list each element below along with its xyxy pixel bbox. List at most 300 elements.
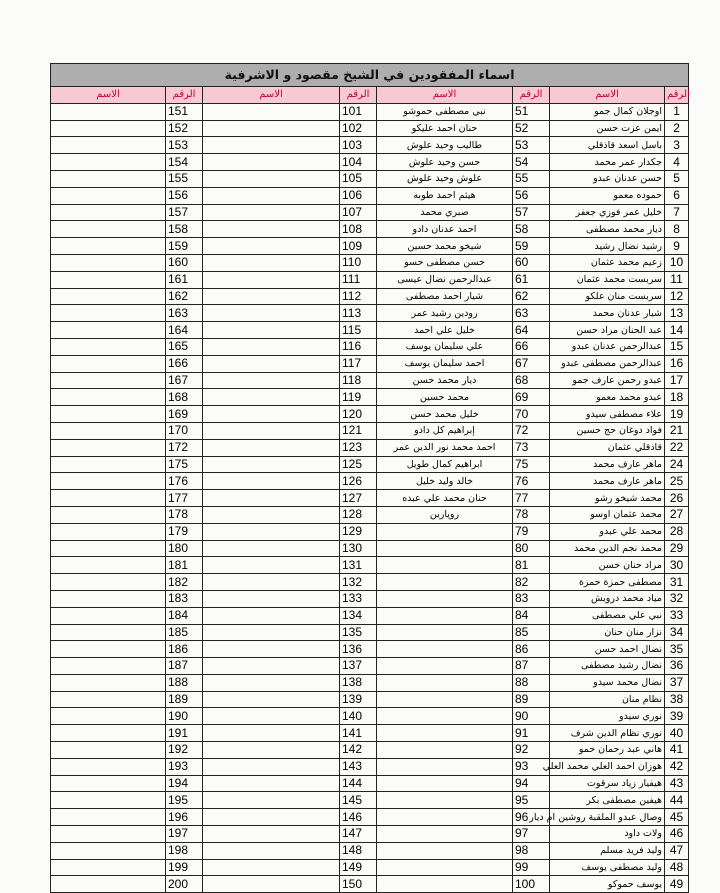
name-cell [203, 305, 340, 322]
name-cell: مياد محمد درويش [550, 590, 665, 607]
name-cell: هيثم احمد طوبه [377, 187, 513, 204]
number-cell: 96 [513, 809, 550, 826]
number-cell: 132 [340, 574, 377, 591]
number-cell: 138 [340, 674, 377, 691]
number-cell: 52 [513, 120, 550, 137]
number-cell: 130 [340, 540, 377, 557]
number-cell: 81 [513, 557, 550, 574]
name-cell [203, 506, 340, 523]
name-cell [51, 574, 166, 591]
name-cell [377, 842, 513, 859]
number-cell: 137 [340, 658, 377, 675]
number-cell: 80 [513, 540, 550, 557]
number-cell: 115 [340, 322, 377, 339]
number-cell: 153 [166, 137, 203, 154]
number-cell: 15 [665, 338, 689, 355]
number-cell: 76 [513, 473, 550, 490]
number-cell: 24 [665, 456, 689, 473]
number-cell: 48 [665, 859, 689, 876]
name-cell: ماهر عارف محمد [550, 473, 665, 490]
number-cell: 26 [665, 490, 689, 507]
name-cell: علاء مصطفى سيدو [550, 406, 665, 423]
name-cell [51, 859, 166, 876]
number-cell: 156 [166, 187, 203, 204]
number-cell: 100 [513, 876, 550, 893]
name-cell: عبدو رحمن عارف جمو [550, 372, 665, 389]
name-cell: احمد سليمان يوسف [377, 355, 513, 372]
name-cell [203, 624, 340, 641]
name-cell: نبي مصطفى حموشو [377, 103, 513, 120]
number-cell: 141 [340, 725, 377, 742]
number-cell: 144 [340, 775, 377, 792]
name-cell [203, 372, 340, 389]
name-cell [377, 658, 513, 675]
name-cell: يوسف حموكو [550, 876, 665, 893]
name-cell [203, 490, 340, 507]
table-row [51, 372, 689, 389]
name-cell [51, 204, 166, 221]
name-cell: محمد نجم الدين محمد [550, 540, 665, 557]
name-cell [377, 725, 513, 742]
name-cell [51, 742, 166, 759]
table-row [51, 439, 689, 456]
table-row [51, 842, 689, 859]
name-cell [203, 389, 340, 406]
number-cell: 164 [166, 322, 203, 339]
name-cell [203, 338, 340, 355]
number-cell: 67 [513, 355, 550, 372]
number-cell: 149 [340, 859, 377, 876]
number-cell: 136 [340, 641, 377, 658]
number-cell: 29 [665, 540, 689, 557]
name-cell: خليل علي احمد [377, 322, 513, 339]
number-cell: 125 [340, 456, 377, 473]
number-cell: 99 [513, 859, 550, 876]
number-cell: 59 [513, 238, 550, 255]
name-cell: محمد شيخو رشو [550, 490, 665, 507]
table-row [51, 322, 689, 339]
number-cell: 179 [166, 523, 203, 540]
table-row [51, 691, 689, 708]
number-cell: 195 [166, 792, 203, 809]
number-cell: 118 [340, 372, 377, 389]
number-cell: 6 [665, 187, 689, 204]
name-cell [51, 120, 166, 137]
name-cell: شيار عدنان محمد [550, 305, 665, 322]
name-cell [377, 809, 513, 826]
name-cell [203, 590, 340, 607]
name-cell [203, 708, 340, 725]
name-cell [51, 624, 166, 641]
number-cell: 91 [513, 725, 550, 742]
name-cell [203, 439, 340, 456]
name-cell [51, 271, 166, 288]
name-cell: قاذقلي عثمان [550, 439, 665, 456]
table-row [51, 338, 689, 355]
table-row [51, 288, 689, 305]
name-cell [51, 305, 166, 322]
number-cell: 152 [166, 120, 203, 137]
name-cell: إبراهيم كل دادو [377, 422, 513, 439]
name-cell [377, 792, 513, 809]
number-cell: 92 [513, 742, 550, 759]
number-cell: 17 [665, 372, 689, 389]
number-cell: 63 [513, 305, 550, 322]
name-cell [51, 775, 166, 792]
table-row [51, 506, 689, 523]
name-cell [51, 389, 166, 406]
number-cell: 10 [665, 254, 689, 271]
name-cell [51, 254, 166, 271]
name-cell: احمد محمد نور الدين عمر [377, 439, 513, 456]
name-cell: هاني عبد رحمان حمو [550, 742, 665, 759]
number-cell: 163 [166, 305, 203, 322]
name-cell: شيار احمد مصطفى [377, 288, 513, 305]
number-cell: 1 [665, 103, 689, 120]
name-cell [203, 809, 340, 826]
name-cell [203, 792, 340, 809]
table-row [51, 187, 689, 204]
name-cell: مراد حنان حسن [550, 557, 665, 574]
name-cell: وليد فريد مسلم [550, 842, 665, 859]
number-cell: 147 [340, 826, 377, 843]
name-cell [203, 557, 340, 574]
table-row [51, 473, 689, 490]
name-cell [377, 876, 513, 893]
number-cell: 82 [513, 574, 550, 591]
name-cell [203, 842, 340, 859]
number-cell: 117 [340, 355, 377, 372]
header-row [51, 87, 689, 104]
name-cell [51, 456, 166, 473]
missing-persons-sheet [50, 63, 690, 891]
name-cell [203, 221, 340, 238]
number-cell: 175 [166, 456, 203, 473]
name-cell: ماهر عارف محمد [550, 456, 665, 473]
number-cell: 113 [340, 305, 377, 322]
number-cell: 61 [513, 271, 550, 288]
name-cell [377, 607, 513, 624]
table-row [51, 574, 689, 591]
number-cell: 46 [665, 826, 689, 843]
name-cell: خالد وليد خليل [377, 473, 513, 490]
name-cell [51, 674, 166, 691]
name-cell [51, 540, 166, 557]
name-cell [51, 338, 166, 355]
name-cell [51, 422, 166, 439]
name-cell [203, 658, 340, 675]
number-cell: 167 [166, 372, 203, 389]
table-row [51, 355, 689, 372]
name-cell: طاليب وحيد علوش [377, 137, 513, 154]
number-cell: 3 [665, 137, 689, 154]
name-cell [203, 540, 340, 557]
name-cell [51, 406, 166, 423]
name-cell [51, 288, 166, 305]
name-cell [51, 607, 166, 624]
number-cell: 176 [166, 473, 203, 490]
name-cell [377, 540, 513, 557]
table-row [51, 826, 689, 843]
name-cell: هيفيار زياد سرقوت [550, 775, 665, 792]
number-cell: 22 [665, 439, 689, 456]
number-cell: 28 [665, 523, 689, 540]
number-cell: 133 [340, 590, 377, 607]
table-row [51, 876, 689, 893]
name-cell [377, 523, 513, 540]
name-cell: نزار منان حنان [550, 624, 665, 641]
number-cell: 9 [665, 238, 689, 255]
number-cell: 39 [665, 708, 689, 725]
number-cell: 88 [513, 674, 550, 691]
name-cell: جكدار عمر محمد [550, 154, 665, 171]
number-cell: 79 [513, 523, 550, 540]
number-cell: 181 [166, 557, 203, 574]
number-cell: 143 [340, 758, 377, 775]
name-cell: رشيد نضال رشيد [550, 238, 665, 255]
number-cell: 111 [340, 271, 377, 288]
name-cell [377, 758, 513, 775]
table-row [51, 708, 689, 725]
name-cell [203, 322, 340, 339]
number-cell: 85 [513, 624, 550, 641]
number-cell: 108 [340, 221, 377, 238]
number-cell: 33 [665, 607, 689, 624]
name-cell [203, 271, 340, 288]
number-cell: 109 [340, 238, 377, 255]
name-cell [203, 154, 340, 171]
number-cell: 37 [665, 674, 689, 691]
name-cell [203, 204, 340, 221]
name-cell: نوري سيدو [550, 708, 665, 725]
number-cell: 21 [665, 422, 689, 439]
number-cell: 56 [513, 187, 550, 204]
number-cell: 116 [340, 338, 377, 355]
number-cell: 191 [166, 725, 203, 742]
number-cell: 198 [166, 842, 203, 859]
number-cell: 103 [340, 137, 377, 154]
name-cell: سربست منان علكو [550, 288, 665, 305]
number-cell: 106 [340, 187, 377, 204]
number-cell: 31 [665, 574, 689, 591]
name-cell: ولات داود [550, 826, 665, 843]
name-cell [51, 355, 166, 372]
number-cell: 121 [340, 422, 377, 439]
name-cell: ابراهيم كمال طويل [377, 456, 513, 473]
table-row [51, 624, 689, 641]
name-cell: حنان احمد عليكو [377, 120, 513, 137]
number-cell: 107 [340, 204, 377, 221]
number-cell: 197 [166, 826, 203, 843]
name-cell [51, 708, 166, 725]
table-row [51, 590, 689, 607]
number-cell: 131 [340, 557, 377, 574]
number-cell: 70 [513, 406, 550, 423]
name-cell: نضال رشيد مصطفى [550, 658, 665, 675]
name-cell [51, 154, 166, 171]
number-cell: 97 [513, 826, 550, 843]
table-row [51, 456, 689, 473]
number-cell: 128 [340, 506, 377, 523]
name-cell: نظام منان [550, 691, 665, 708]
name-cell [203, 758, 340, 775]
number-cell: 157 [166, 204, 203, 221]
name-cell [377, 624, 513, 641]
name-cell [203, 641, 340, 658]
name-cell [51, 439, 166, 456]
number-cell: 25 [665, 473, 689, 490]
table-row [51, 674, 689, 691]
number-cell: 69 [513, 389, 550, 406]
name-cell: عبدالرحمن مصطفى عبدو [550, 355, 665, 372]
names-table [50, 63, 689, 893]
name-cell [51, 506, 166, 523]
number-cell: 8 [665, 221, 689, 238]
number-cell: 110 [340, 254, 377, 271]
name-cell [51, 238, 166, 255]
name-cell: احمد عدنان دادو [377, 221, 513, 238]
number-cell: 186 [166, 641, 203, 658]
name-cell [203, 170, 340, 187]
name-cell: ديار محمد مصطفى [550, 221, 665, 238]
number-cell: 169 [166, 406, 203, 423]
table-row [51, 305, 689, 322]
name-cell: عبدالرحمن عدنان عبدو [550, 338, 665, 355]
name-cell [51, 758, 166, 775]
number-cell: 112 [340, 288, 377, 305]
number-cell: 57 [513, 204, 550, 221]
name-cell [203, 742, 340, 759]
name-cell [51, 590, 166, 607]
table-row [51, 557, 689, 574]
table-row [51, 254, 689, 271]
number-cell: 140 [340, 708, 377, 725]
number-cell: 183 [166, 590, 203, 607]
name-cell [51, 187, 166, 204]
number-cell: 60 [513, 254, 550, 271]
number-cell: 47 [665, 842, 689, 859]
number-cell: 150 [340, 876, 377, 893]
number-cell: 19 [665, 406, 689, 423]
number-cell: 7 [665, 204, 689, 221]
table-row [51, 103, 689, 120]
number-cell: 87 [513, 658, 550, 675]
name-cell [203, 574, 340, 591]
name-cell: عبد الحنان مراد حسن [550, 322, 665, 339]
name-cell: نبي علي مصطفى [550, 607, 665, 624]
name-cell [51, 641, 166, 658]
table-row [51, 406, 689, 423]
name-cell [51, 170, 166, 187]
name-cell [203, 523, 340, 540]
number-cell: 199 [166, 859, 203, 876]
number-cell: 154 [166, 154, 203, 171]
table-row [51, 238, 689, 255]
table-row [51, 607, 689, 624]
number-cell: 139 [340, 691, 377, 708]
table-row [51, 792, 689, 809]
number-cell: 36 [665, 658, 689, 675]
number-cell: 148 [340, 842, 377, 859]
name-cell [203, 859, 340, 876]
number-cell: 188 [166, 674, 203, 691]
number-cell: 13 [665, 305, 689, 322]
col-header-number-3: الرقم [340, 87, 377, 104]
number-cell: 120 [340, 406, 377, 423]
name-cell: صبري محمد [377, 204, 513, 221]
name-cell: باسل اسعد قاذقلي [550, 137, 665, 154]
number-cell: 34 [665, 624, 689, 641]
name-cell [51, 221, 166, 238]
number-cell: 95 [513, 792, 550, 809]
name-cell [203, 473, 340, 490]
name-cell [203, 355, 340, 372]
name-cell: خليل عمر فوزي جعفر [550, 204, 665, 221]
number-cell: 68 [513, 372, 550, 389]
number-cell: 32 [665, 590, 689, 607]
col-header-number-1: الرقم [665, 87, 689, 104]
name-cell [203, 876, 340, 893]
name-cell: نضال محمد سيدو [550, 674, 665, 691]
table-row [51, 809, 689, 826]
name-cell [51, 809, 166, 826]
name-cell: هوزان احمد العلي محمد العلي [550, 758, 665, 775]
number-cell: 129 [340, 523, 377, 540]
number-cell: 192 [166, 742, 203, 759]
name-cell: هيفين مصطفى بكر [550, 792, 665, 809]
name-cell [203, 187, 340, 204]
number-cell: 84 [513, 607, 550, 624]
name-cell: عبدو محمد معمو [550, 389, 665, 406]
name-cell: محمد حسين [377, 389, 513, 406]
name-cell [377, 574, 513, 591]
name-cell: محمد علي عبدو [550, 523, 665, 540]
number-cell: 159 [166, 238, 203, 255]
name-cell: ايمن عزت حسن [550, 120, 665, 137]
number-cell: 45 [665, 809, 689, 826]
name-cell [377, 826, 513, 843]
number-cell: 62 [513, 288, 550, 305]
name-cell: حنان محمد علي عبده [377, 490, 513, 507]
name-cell: حموده معمو [550, 187, 665, 204]
number-cell: 123 [340, 439, 377, 456]
number-cell: 16 [665, 355, 689, 372]
number-cell: 105 [340, 170, 377, 187]
table-row [51, 641, 689, 658]
number-cell: 127 [340, 490, 377, 507]
name-cell [51, 372, 166, 389]
number-cell: 38 [665, 691, 689, 708]
table-row [51, 204, 689, 221]
number-cell: 90 [513, 708, 550, 725]
name-cell: روپارين [377, 506, 513, 523]
name-cell [377, 590, 513, 607]
name-cell [51, 103, 166, 120]
name-cell: علوش وحيد علوش [377, 170, 513, 187]
table-row [51, 389, 689, 406]
name-cell [203, 691, 340, 708]
number-cell: 73 [513, 439, 550, 456]
number-cell: 170 [166, 422, 203, 439]
name-cell [51, 557, 166, 574]
number-cell: 2 [665, 120, 689, 137]
number-cell: 134 [340, 607, 377, 624]
table-row [51, 137, 689, 154]
number-cell: 162 [166, 288, 203, 305]
number-cell: 177 [166, 490, 203, 507]
name-cell [203, 406, 340, 423]
name-cell: اوجلان كمال جمو [550, 103, 665, 120]
